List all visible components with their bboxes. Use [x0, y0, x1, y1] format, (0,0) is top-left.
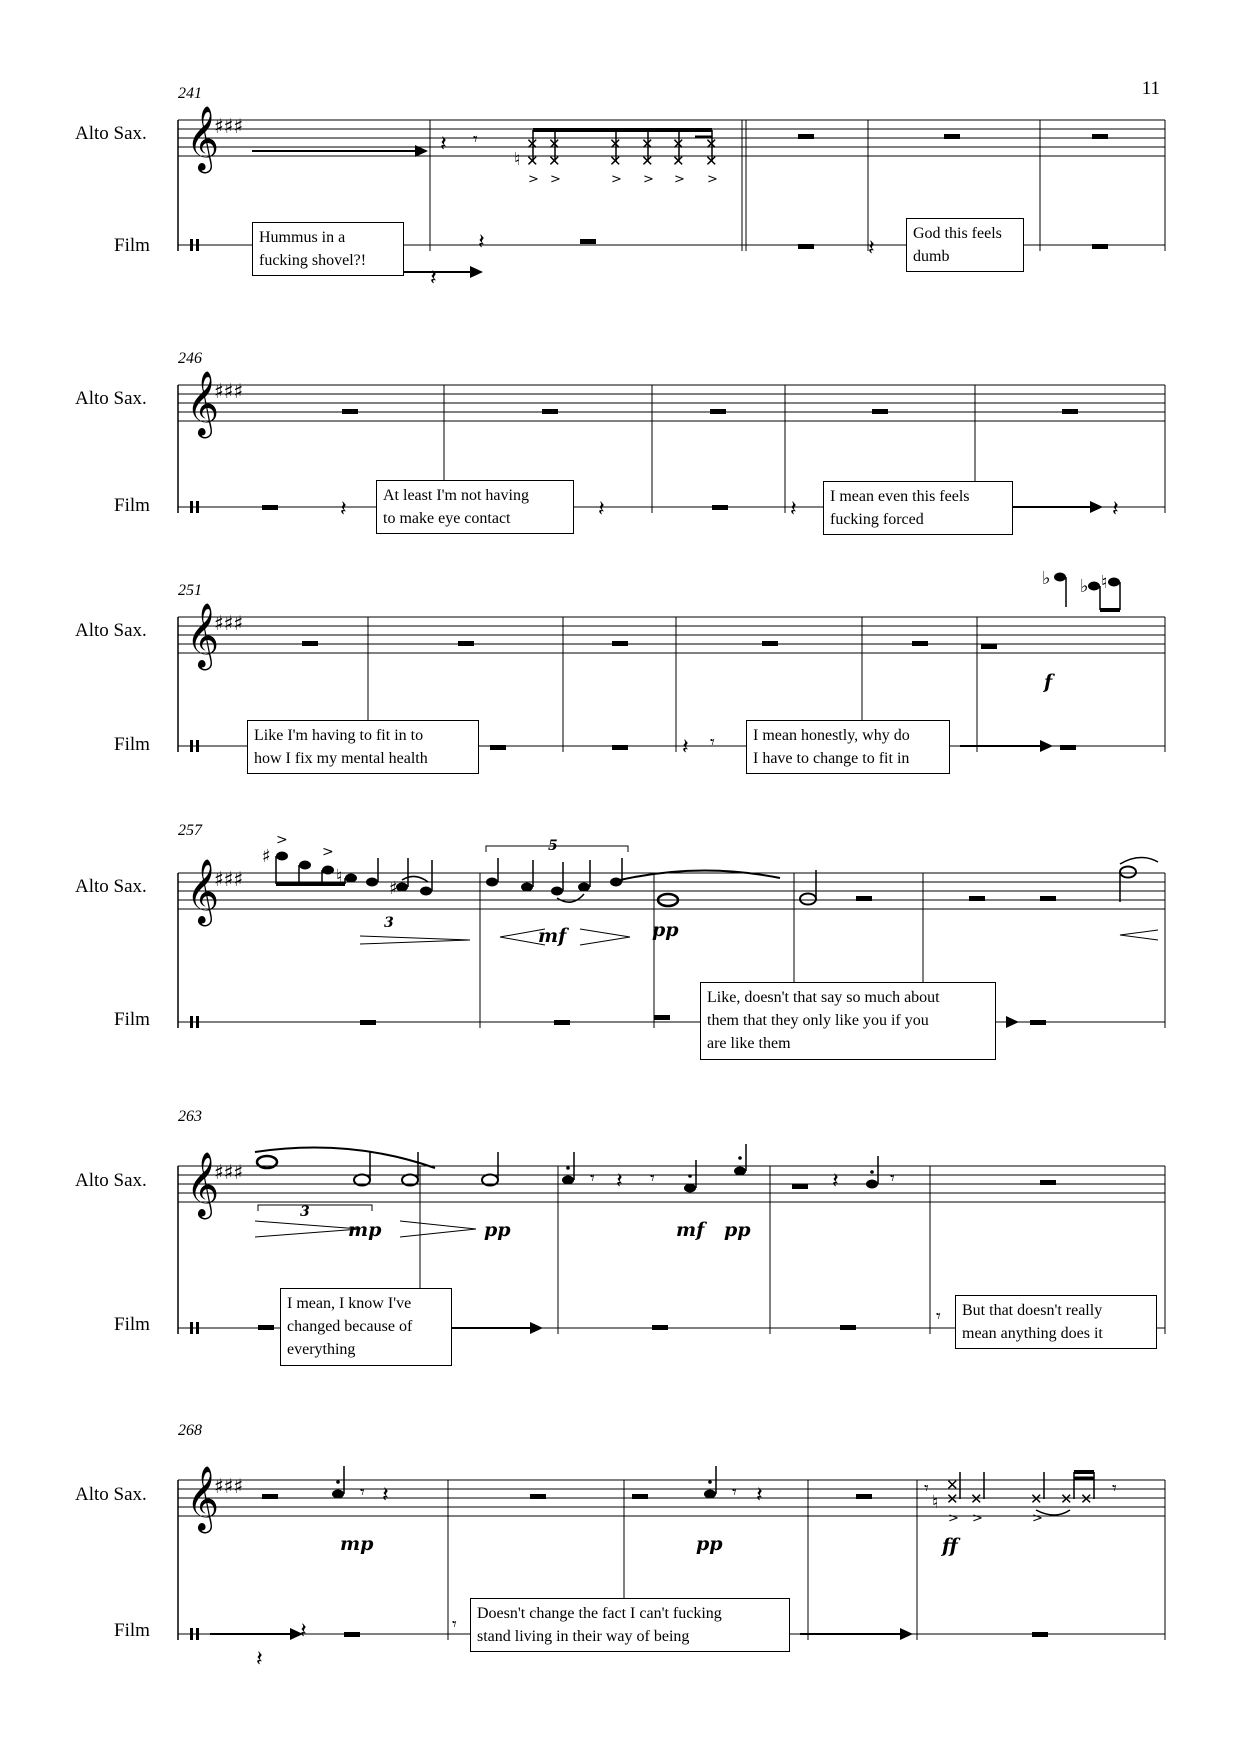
system-6	[0, 1422, 1240, 1702]
svg-text:𝄽: 𝄽	[430, 266, 437, 291]
svg-text:𝄽: 𝄽	[1112, 497, 1119, 522]
svg-text:𝄽: 𝄽	[256, 1647, 263, 1672]
svg-text:>: >	[643, 172, 654, 187]
svg-text:♭: ♭	[1042, 568, 1051, 589]
svg-text:✕: ✕	[526, 135, 539, 153]
film-dialogue-box: Hummus in a fucking shovel?!	[252, 222, 404, 276]
svg-text:♯: ♯	[262, 846, 271, 867]
system-5	[0, 1108, 1240, 1368]
treble-clef-icon: 𝄞	[186, 371, 220, 436]
svg-text:𝄾: 𝄾	[732, 1482, 737, 1503]
film-dialogue-box: Like, doesn't that say so much about them that they only like you if you are like them	[700, 982, 996, 1060]
svg-text:✕: ✕	[946, 1490, 959, 1508]
svg-text:✕: ✕	[548, 135, 561, 153]
tuplet-number: 5	[548, 838, 558, 854]
svg-text:>: >	[611, 172, 622, 187]
svg-text:✕: ✕	[1060, 1490, 1073, 1508]
dynamic-marking: f	[1044, 671, 1053, 693]
measure-number: 257	[178, 822, 202, 839]
score-system-4	[0, 822, 1240, 1062]
film-dialogue-box: God this feels dumb	[906, 218, 1024, 272]
svg-text:>: >	[948, 1511, 959, 1526]
film-dialogue-box: Doesn't change the fact I can't fucking stand living in their way of being	[470, 1598, 790, 1652]
treble-clef-icon: 𝄞	[186, 603, 220, 668]
svg-text:𝄾: 𝄾	[360, 1482, 365, 1503]
dynamic-marking: pp	[696, 1533, 723, 1555]
svg-text:>: >	[972, 1511, 983, 1526]
score-system-3	[0, 568, 1240, 782]
page-number: 11	[1141, 78, 1160, 99]
svg-text:✕: ✕	[548, 152, 561, 170]
svg-text:𝄽: 𝄽	[478, 230, 485, 255]
dynamic-marking: mp	[340, 1533, 374, 1555]
treble-clef-icon: 𝄞	[186, 1152, 220, 1217]
dynamic-marking: pp	[724, 1219, 751, 1241]
svg-text:✕: ✕	[1080, 1490, 1093, 1508]
svg-text:𝄾: 𝄾	[590, 1168, 595, 1189]
svg-text:𝄽: 𝄽	[598, 497, 605, 522]
film-dialogue-box: I mean even this feels fucking forced	[823, 481, 1013, 535]
score-system-1	[0, 85, 1240, 295]
svg-text:𝄾: 𝄾	[473, 129, 478, 150]
measure-number: 251	[178, 582, 202, 599]
svg-text:✕: ✕	[1030, 1490, 1043, 1508]
svg-text:𝄽: 𝄽	[790, 497, 797, 522]
system-2	[0, 350, 1240, 550]
tuplet-number: 3	[300, 1204, 310, 1220]
svg-text:✕: ✕	[609, 152, 622, 170]
svg-text:♮: ♮	[932, 1492, 939, 1513]
svg-text:𝄾: 𝄾	[650, 1168, 655, 1189]
instrument-label-film: Film	[114, 1314, 150, 1335]
svg-text:♮: ♮	[514, 149, 521, 170]
svg-text:>: >	[674, 172, 685, 187]
svg-text:𝄽: 𝄽	[832, 1169, 839, 1194]
film-dialogue-box: But that doesn't really mean anything does it	[955, 1295, 1157, 1349]
svg-text:✕: ✕	[609, 135, 622, 153]
instrument-label-film: Film	[114, 1620, 150, 1641]
instrument-label-film: Film	[114, 1009, 150, 1030]
instrument-label-sax: Alto Sax.	[75, 388, 147, 409]
svg-text:>: >	[322, 844, 334, 860]
dynamic-marking: mf	[538, 925, 567, 947]
svg-text:♯♯♯: ♯♯♯	[214, 611, 244, 635]
dynamic-marking: mp	[348, 1219, 382, 1241]
system-4	[0, 822, 1240, 1062]
dynamic-marking: pp	[652, 919, 679, 941]
svg-text:𝄾: 𝄾	[924, 1478, 929, 1499]
svg-text:𝄾: 𝄾	[890, 1168, 895, 1189]
instrument-label-sax: Alto Sax.	[75, 123, 147, 144]
svg-text:𝄽: 𝄽	[300, 1619, 307, 1644]
svg-text:𝄾: 𝄾	[452, 1614, 457, 1635]
svg-text:♯♯♯: ♯♯♯	[214, 867, 244, 891]
film-dialogue-box: At least I'm not having to make eye contact	[376, 480, 574, 534]
score-system-6	[0, 1422, 1240, 1702]
svg-text:♮: ♮	[336, 866, 343, 887]
measure-number: 241	[178, 85, 202, 102]
treble-clef-icon: 𝄞	[186, 859, 220, 924]
svg-text:♯♯♯: ♯♯♯	[214, 1474, 244, 1498]
dynamic-marking: ff	[942, 1535, 958, 1557]
svg-text:𝄽: 𝄽	[440, 132, 447, 157]
svg-text:>: >	[1032, 1511, 1043, 1526]
svg-text:𝄾: 𝄾	[1112, 1478, 1117, 1499]
film-dialogue-box: I mean honestly, why do I have to change to fit in	[746, 720, 950, 774]
instrument-label-film: Film	[114, 495, 150, 516]
instrument-label-sax: Alto Sax.	[75, 876, 147, 897]
system-1	[0, 85, 1240, 295]
svg-text:>: >	[276, 832, 288, 848]
svg-text:♯♯♯: ♯♯♯	[214, 1160, 244, 1184]
svg-text:𝄾: 𝄾	[710, 732, 715, 753]
svg-text:✕: ✕	[672, 152, 685, 170]
svg-text:𝄽: 𝄽	[682, 735, 689, 760]
instrument-label-sax: Alto Sax.	[75, 620, 147, 641]
svg-text:✕: ✕	[526, 152, 539, 170]
instrument-label-sax: Alto Sax.	[75, 1170, 147, 1191]
svg-text:✕: ✕	[641, 135, 654, 153]
dynamic-marking: pp	[484, 1219, 511, 1241]
svg-text:✕: ✕	[672, 135, 685, 153]
measure-number: 263	[178, 1108, 202, 1125]
svg-text:✕: ✕	[705, 135, 718, 153]
svg-text:𝄽: 𝄽	[868, 236, 875, 261]
tuplet-number: 3	[384, 915, 394, 931]
svg-text:✕: ✕	[705, 152, 718, 170]
svg-text:𝄽: 𝄽	[756, 1483, 763, 1508]
svg-text:𝄽: 𝄽	[616, 1169, 623, 1194]
svg-text:✕: ✕	[946, 1476, 959, 1494]
svg-text:♯♯♯: ♯♯♯	[214, 114, 244, 138]
film-dialogue-box: Like I'm having to fit in to how I fix my mental health	[247, 720, 479, 774]
measure-number: 246	[178, 350, 202, 367]
treble-clef-icon: 𝄞	[186, 1466, 220, 1531]
svg-text:𝄾: 𝄾	[936, 1306, 941, 1327]
instrument-label-sax: Alto Sax.	[75, 1484, 147, 1505]
svg-text:✕: ✕	[970, 1490, 983, 1508]
system-3	[0, 568, 1240, 782]
film-dialogue-box: I mean, I know I've changed because of everything	[280, 1288, 452, 1366]
svg-text:♯: ♯	[389, 878, 398, 899]
dynamic-marking: mf	[676, 1219, 705, 1241]
svg-text:>: >	[550, 172, 561, 187]
svg-text:♮: ♮	[1101, 572, 1108, 593]
measure-number: 268	[178, 1422, 202, 1439]
svg-text:♯♯♯: ♯♯♯	[214, 379, 244, 403]
svg-text:𝄽: 𝄽	[382, 1483, 389, 1508]
svg-text:𝄽: 𝄽	[340, 497, 347, 522]
treble-clef-icon: 𝄞	[186, 106, 220, 171]
svg-text:>: >	[707, 172, 718, 187]
svg-text:✕: ✕	[641, 152, 654, 170]
svg-text:>: >	[528, 172, 539, 187]
instrument-label-film: Film	[114, 734, 150, 755]
instrument-label-film: Film	[114, 235, 150, 256]
score-system-2	[0, 350, 1240, 550]
svg-text:♭: ♭	[1080, 576, 1089, 597]
